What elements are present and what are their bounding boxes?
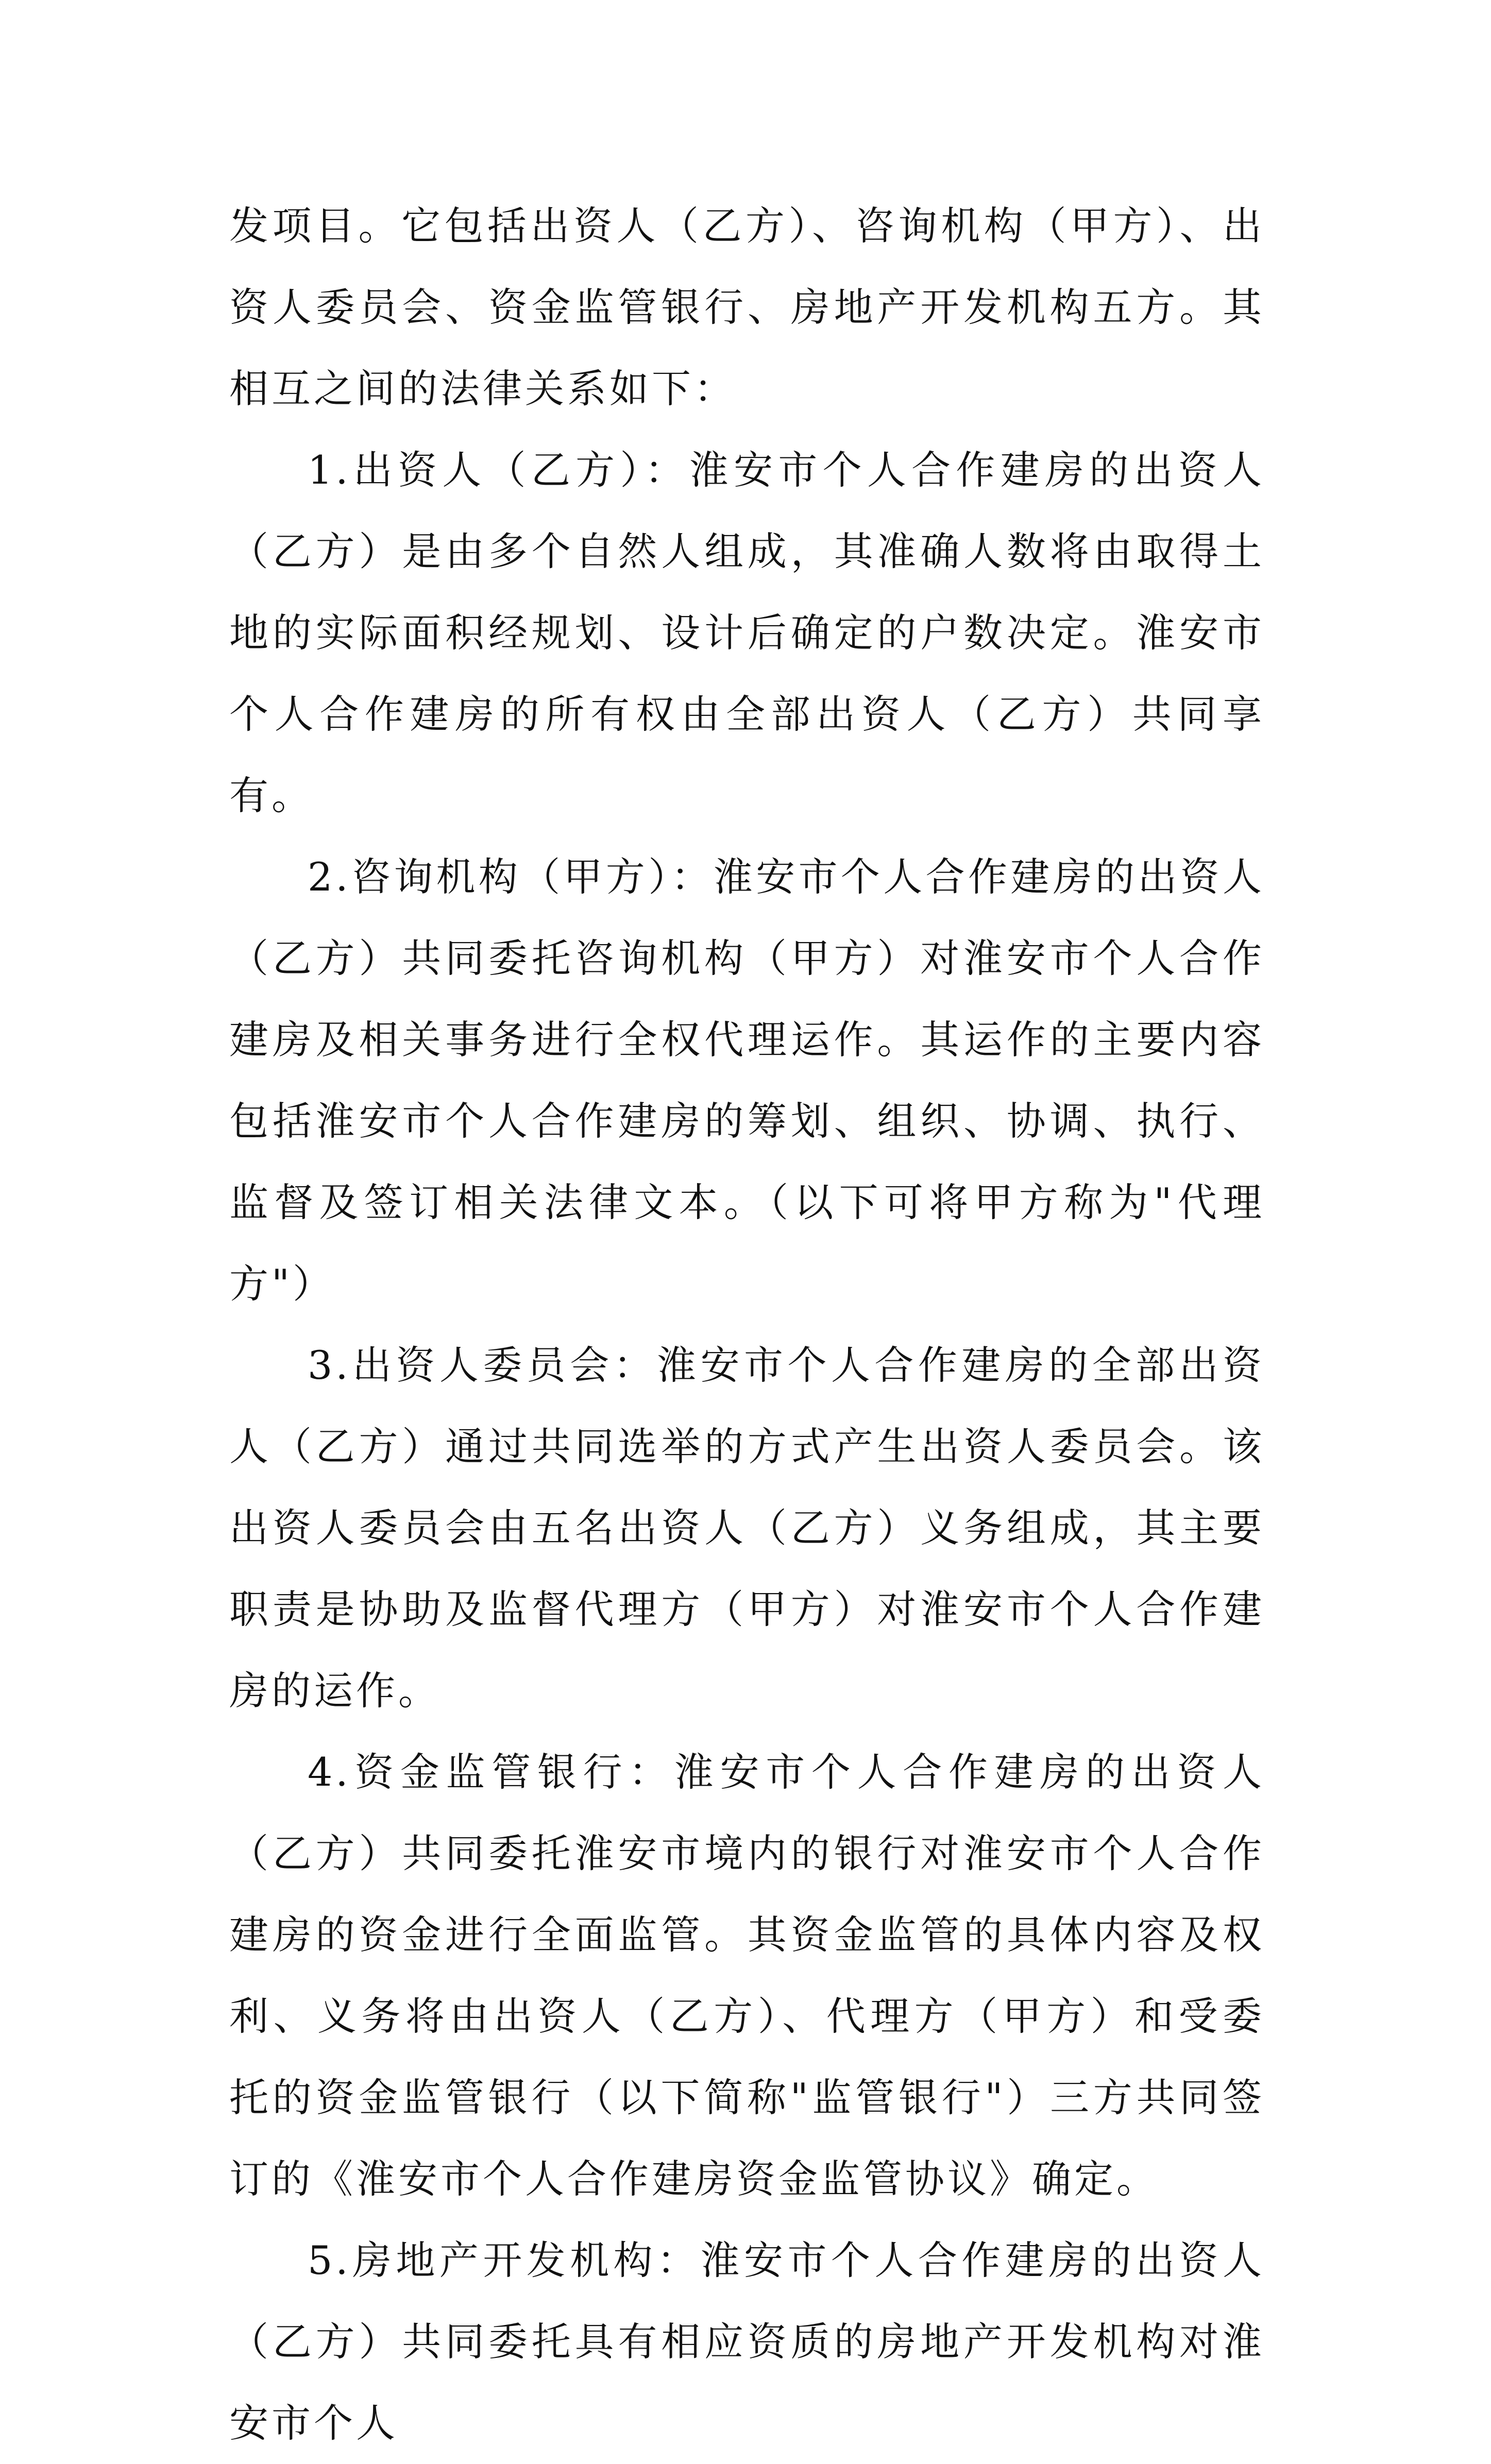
document-body [229,185,1265,2464]
paragraph-item-3: 3.出资人委员会：淮安市个人合作建房的全部出资人（乙方）通过共同选举的方式产生出资人委员会。该出资人委员会由五名出资人（乙方）义务组成，其主要职责是协助及监督代理方（甲方）对淮安市个人合作建房的运作。 [229,1342,1265,1714]
paragraph-item-4: 4.资金监管银行：淮安市个人合作建房的出资人（乙方）共同委托淮安市境内的银行对淮安市个人合作建房的资金进行全面监管。其资金监管的具体内容及权利、义务将由出资人（乙方）、代理方（甲方）和受委托的资金监管银行（以下简称"监管银行"）三方共同签订的《淮安市个人合作建房资金监管协议》确定。 [229,1749,1265,2202]
paragraph-item-2: 2.咨询机构（甲方）：淮安市个人合作建房的出资人（乙方）共同委托咨询机构（甲方）对淮安市个人合作建房及相关事务进行全权代理运作。其运作的主要内容包括淮安市个人合作建房的筹划、组织、协调、执行、监督及签订相关法律文本。（以下可将甲方称为"代理方"） [229,854,1265,1307]
paragraph-item-1: 1.出资人（乙方）：淮安市个人合作建房的出资人（乙方）是由多个自然人组成，其准确人数将由取得土地的实际面积经规划、设计后确定的户数决定。淮安市个人合作建房的所有权由全部出资人（乙方）共同享有。 [229,447,1265,818]
paragraph-intro: 发项目。它包括出资人（乙方）、咨询机构（甲方）、出资人委员会、资金监管银行、房地产开发机构五方。其相互之间的法律关系如下： [229,203,1265,412]
paragraph-item-5: 5.房地产开发机构：淮安市个人合作建房的出资人（乙方）共同委托具有相应资质的房地产开发机构对淮安市个人 [229,2237,1265,2446]
